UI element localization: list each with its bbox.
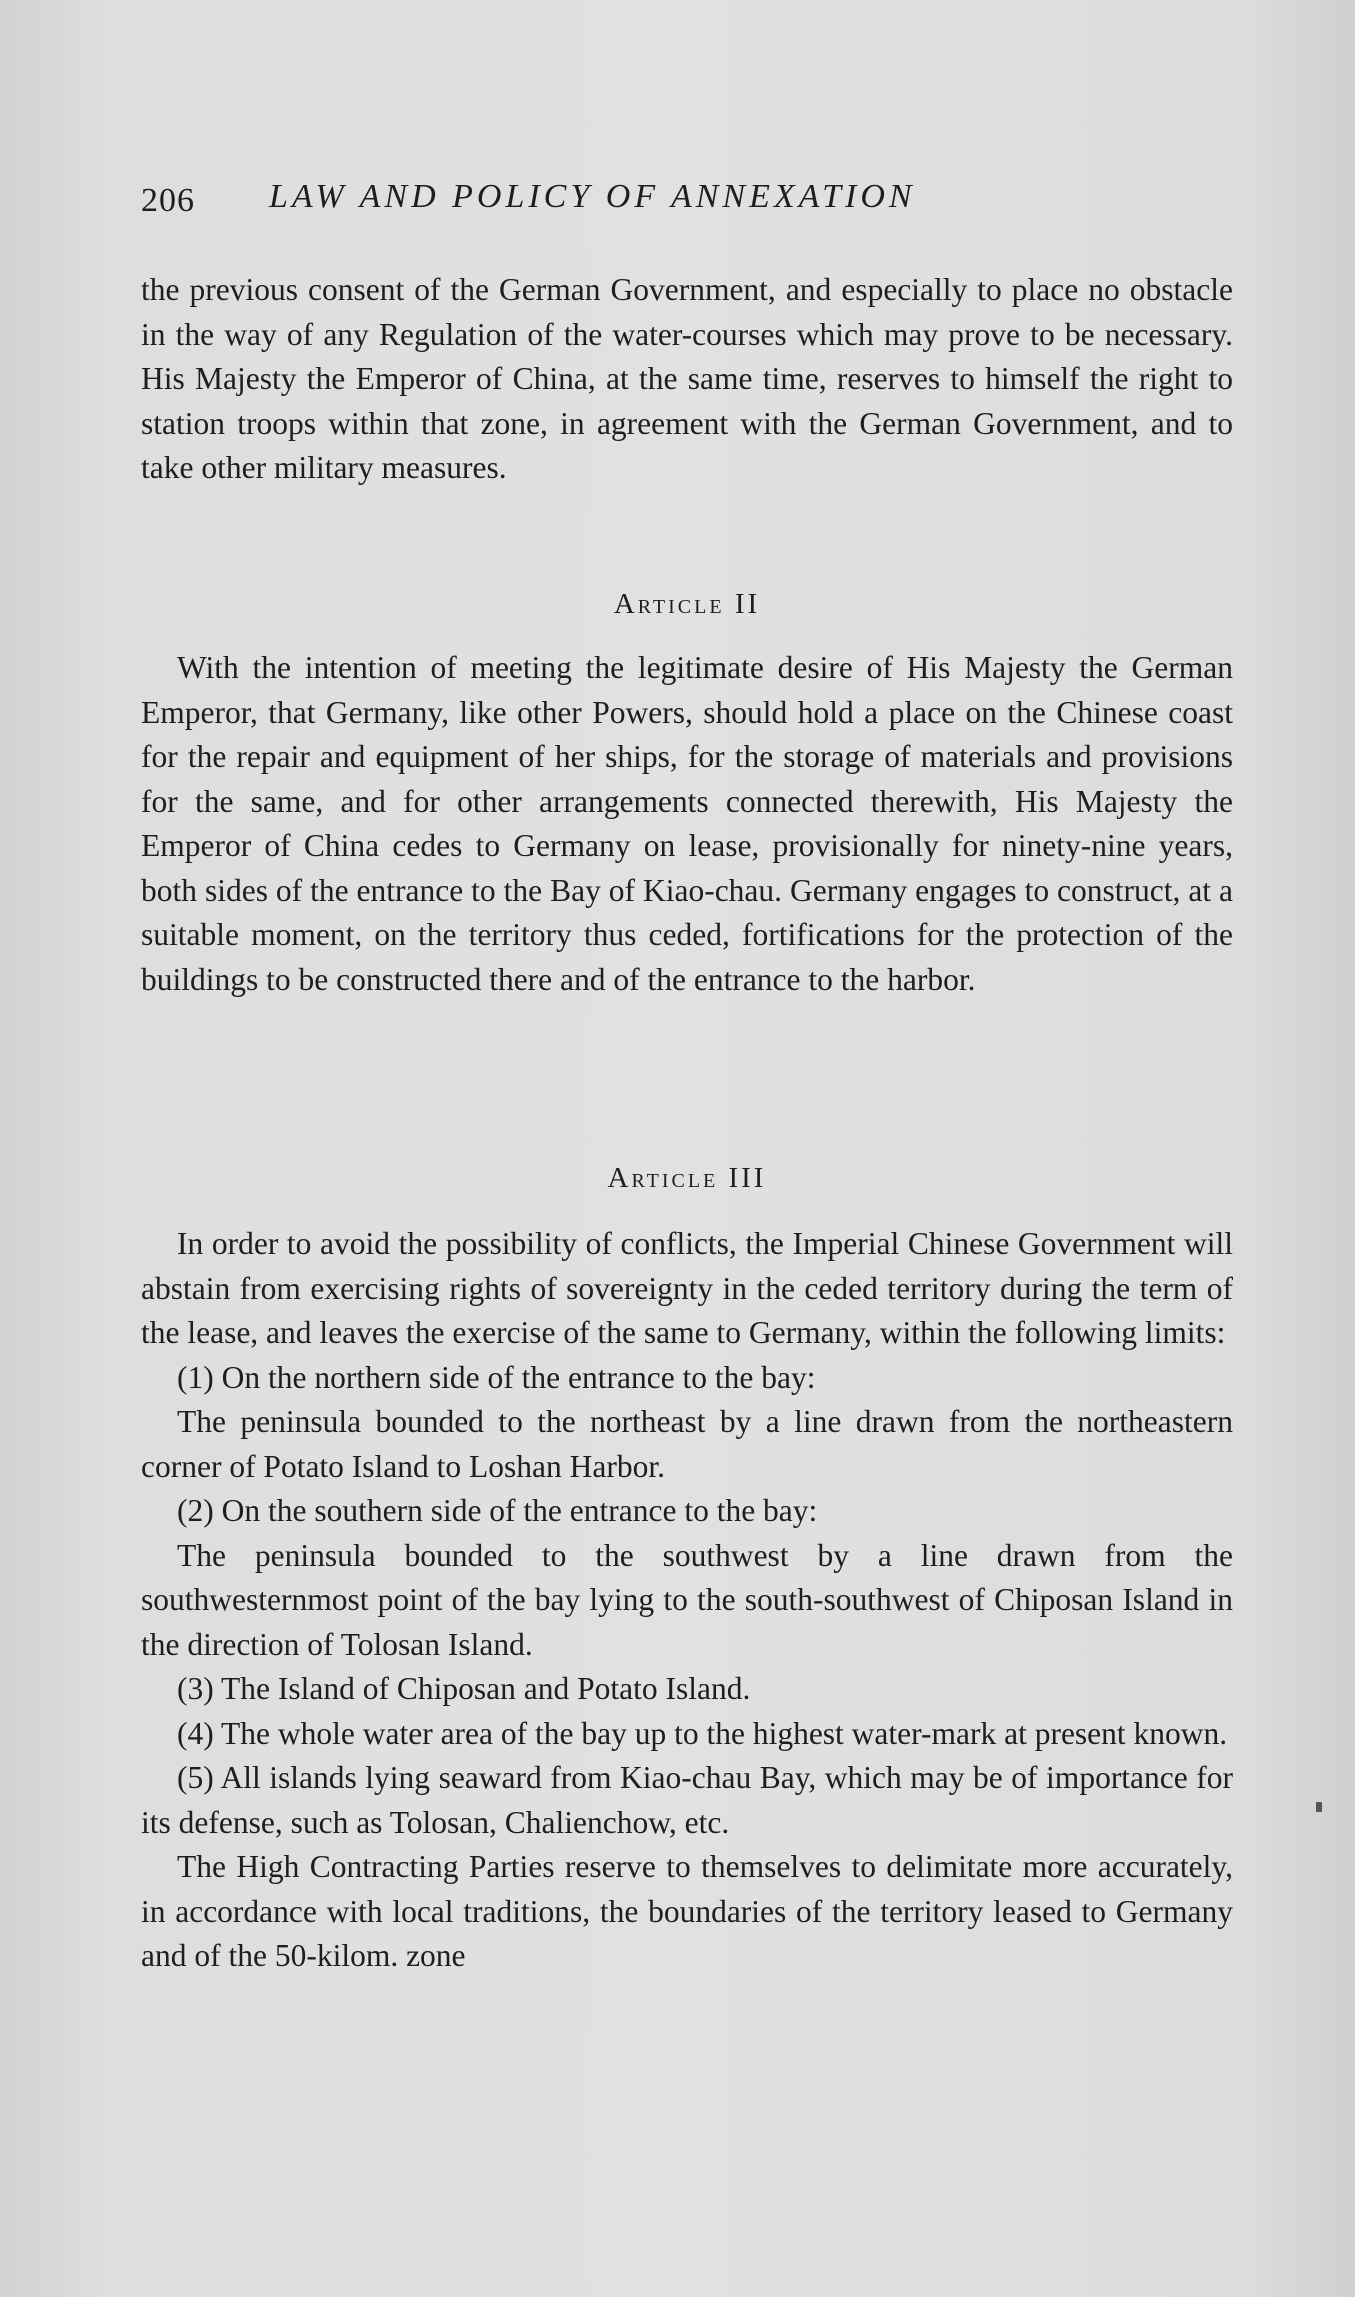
paragraph: In order to avoid the possibility of conflicts, the Imperial Chinese Government will abstain from exercising rights of sovereignty in the ceded territory during the term of the lease, and leaves the exercise of the same to Germany, within the following limits:	[141, 1226, 1233, 1350]
paragraph: (3) The Island of Chiposan and Potato Island.	[177, 1671, 751, 1706]
paragraph: With the intention of meeting the legitimate desire of His Majesty the German Emperor, that Germany, like other Powers, should hold a place on the Chinese coast for the repair and equipment of her ships, for the storage of materials and provisions for the same, and for other arrangements connected therewith, His Majesty the Emperor of China cedes to Germany on lease, provisionally for ninety-nine years, both sides of the entrance to the Bay of Kiao-chau. Germany engages to construct, at a suitable moment, on the territory thus ceded, fortifications for the protection of the buildings to be constructed there and of the entrance to the harbor.	[141, 650, 1233, 997]
running-head	[141, 178, 1233, 222]
margin-mark	[1316, 1802, 1322, 1812]
article-2-text	[141, 646, 1233, 1002]
running-title: LAW AND POLICY OF ANNEXATION	[269, 178, 916, 215]
paragraph: (1) On the northern side of the entrance to the bay:	[177, 1359, 816, 1395]
article-3-text	[141, 1222, 1233, 1979]
paragraph: The peninsula bounded to the southwest by a line drawn from the southwesternmost point of the bay lying to the south-southwest of Chiposan Island in the direction of Tolosan Island.	[141, 1537, 1233, 1662]
paragraph: (5) All islands lying seaward from Kiao-chau Bay, which may be of importance for its defense, such as Tolosan, Chalienchow, etc.	[141, 1760, 1233, 1840]
paragraph: the previous consent of the German Government, and especially to place no obstacle in the way of any Regulation of the water-courses which may prove to be necessary. His Majesty the Emperor of China, at the same time, reserves to himself the right to station troops within that zone, in agreement with the German Government, and to take other military measures.	[141, 272, 1233, 485]
paragraph: The High Contracting Parties reserve to themselves to delimitate more accurately, in accordance with local traditions, the boundaries of the territory leased to Germany and of the 50-kilom. zone	[141, 1849, 1233, 1973]
page-number: 206	[141, 182, 195, 219]
article-2-heading: Article II	[613, 588, 761, 620]
continuation-text	[141, 268, 1233, 491]
article-3-heading: Article III	[607, 1162, 767, 1194]
paragraph: (2) On the southern side of the entrance to the bay:	[177, 1493, 818, 1528]
paragraph: (4) The whole water area of the bay up to the highest water-mark at present known.	[177, 1715, 1228, 1751]
paragraph: The peninsula bounded to the northeast by a line drawn from the northeastern corner of Potato Island to Loshan Harbor.	[141, 1404, 1233, 1484]
